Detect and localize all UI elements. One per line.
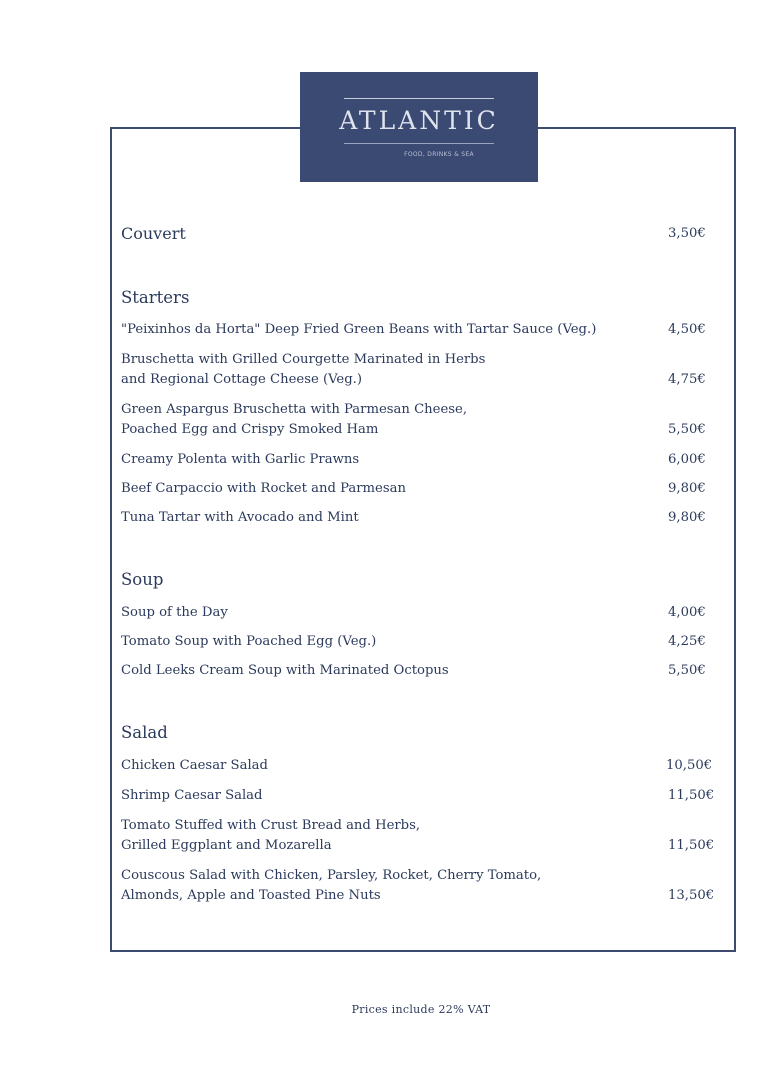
atlantic-logo: [300, 72, 538, 182]
item-name: Green Aspargus Bruschetta with Parmesan Cheese,: [121, 402, 468, 417]
menu-item: [121, 866, 721, 906]
item-price: 4,00€: [668, 605, 706, 620]
couvert-row: [121, 224, 721, 244]
section-title-starters: Starters: [121, 288, 190, 307]
item-price: 9,80€: [668, 510, 706, 525]
item-name: Shrimp Caesar Salad: [121, 788, 263, 803]
menu-item: [121, 400, 721, 440]
item-name-line2: and Regional Cottage Cheese (Veg.): [121, 372, 363, 387]
item-name: Tuna Tartar with Avocado and Mint: [121, 510, 359, 525]
item-price: 4,25€: [668, 634, 706, 649]
menu-item: [121, 661, 721, 681]
item-name: Creamy Polenta with Garlic Prawns: [121, 452, 360, 467]
menu-item: [121, 816, 721, 856]
item-name: Tomato Stuffed with Crust Bread and Herbs,: [121, 818, 421, 833]
item-price: 5,50€: [668, 663, 706, 678]
menu-item: [121, 350, 721, 390]
item-price: 4,75€: [668, 372, 706, 387]
menu-item: [121, 320, 721, 340]
vat-note: Prices include 22% VAT: [351, 1003, 491, 1016]
logo-tagline: FOOD, DRINKS & SEA: [404, 151, 474, 158]
menu-item: [121, 786, 721, 806]
menu-item: [121, 450, 721, 470]
item-price: 10,50€: [666, 758, 713, 773]
item-name: Bruschetta with Grilled Courgette Marinated in Herbs: [121, 352, 486, 367]
menu-item: [121, 632, 721, 652]
item-price: 3,50€: [668, 226, 706, 241]
item-name: Chicken Caesar Salad: [121, 758, 268, 773]
item-name: Cold Leeks Cream Soup with Marinated Octopus: [121, 663, 449, 678]
menu-item: [121, 508, 721, 528]
item-price: 11,50€: [668, 788, 715, 803]
item-name: "Peixinhos da Horta" Deep Fried Green Beans with Tartar Sauce (Veg.): [121, 322, 597, 337]
item-name-line2: Grilled Eggplant and Mozarella: [121, 838, 332, 853]
item-price: 5,50€: [668, 422, 706, 437]
item-name-line2: Poached Egg and Crispy Smoked Ham: [121, 422, 379, 437]
item-name: Soup of the Day: [121, 605, 228, 620]
item-name-line2: Almonds, Apple and Toasted Pine Nuts: [121, 888, 381, 903]
item-name: Couvert: [121, 224, 186, 243]
item-name: Beef Carpaccio with Rocket and Parmesan: [121, 481, 406, 496]
menu-item: [121, 603, 721, 623]
logo-rule: [344, 143, 494, 144]
section-title-soup: Soup: [121, 570, 164, 589]
logo-name: ATLANTIC: [339, 106, 499, 135]
menu-item: [121, 479, 721, 499]
item-price: 6,00€: [668, 452, 706, 467]
item-name: Tomato Soup with Poached Egg (Veg.): [121, 634, 377, 649]
menu-item: [121, 756, 721, 776]
item-price: 13,50€: [668, 888, 715, 903]
section-title-salad: Salad: [121, 723, 168, 742]
item-price: 4,50€: [668, 322, 706, 337]
logo-rule: [344, 98, 494, 99]
item-price: 9,80€: [668, 481, 706, 496]
item-name: Couscous Salad with Chicken, Parsley, Rocket, Cherry Tomato,: [121, 868, 542, 883]
item-price: 11,50€: [668, 838, 715, 853]
